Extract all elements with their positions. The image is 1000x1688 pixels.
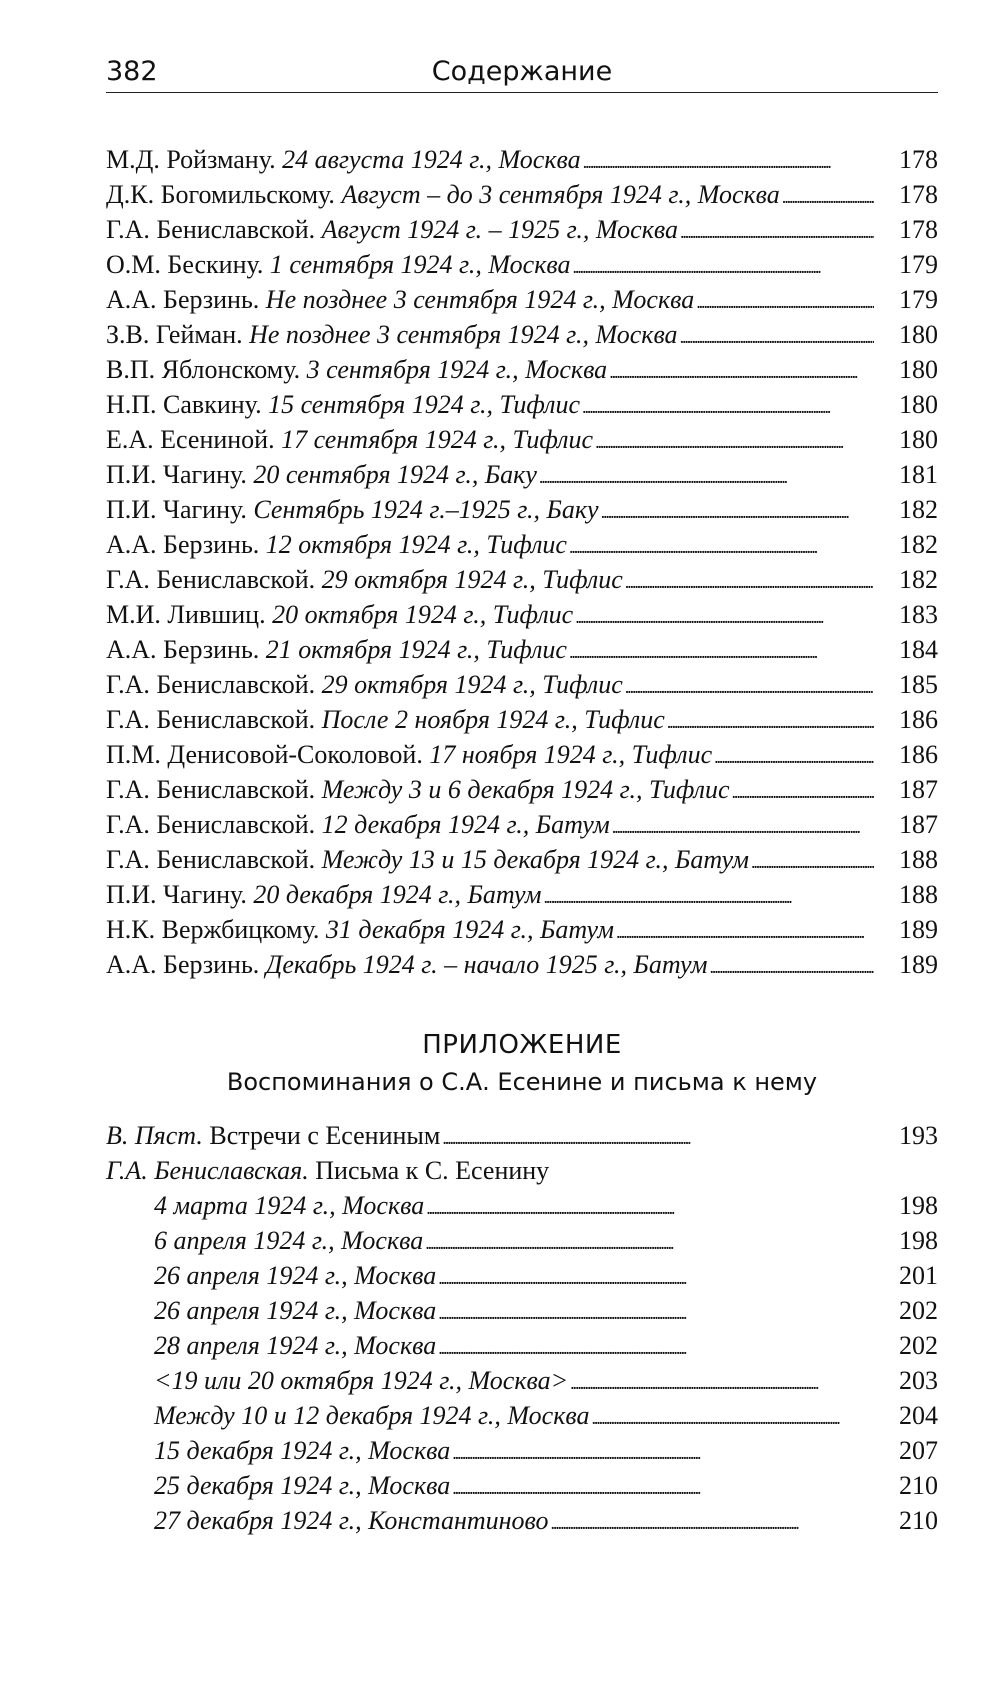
toc-subentry bbox=[106, 1468, 938, 1503]
entry-date-place: 12 октября 1924 г., Тифлис bbox=[265, 530, 567, 559]
entry-page: 184 bbox=[899, 635, 938, 664]
entry-date-place: 20 октября 1924 г., Тифлис bbox=[272, 600, 574, 629]
entry-date-place: 20 сентября 1924 г., Баку bbox=[253, 460, 537, 489]
entry-date-place: 3 сентября 1924 г., Москва bbox=[306, 355, 608, 384]
entry-date-place: Между 13 и 15 декабря 1924 г., Батум bbox=[321, 845, 749, 874]
toc-entry bbox=[106, 1118, 938, 1153]
entry-recipient: М.И. Лившиц. bbox=[106, 600, 266, 629]
page-header bbox=[106, 52, 938, 93]
entry-date-place: 29 октября 1924 г., Тифлис bbox=[321, 670, 623, 699]
leader-dots bbox=[438, 1293, 874, 1331]
entry-title: Письма к С. Есенину bbox=[315, 1156, 550, 1185]
entry-page: 198 bbox=[899, 1191, 938, 1220]
letters-list bbox=[106, 1188, 938, 1538]
entry-page: 180 bbox=[899, 425, 938, 454]
entry-date-place: 17 сентября 1924 г., Тифлис bbox=[281, 425, 594, 454]
entry-recipient: П.М. Денисовой-Соколовой. bbox=[106, 740, 423, 769]
leader-dots bbox=[732, 772, 874, 810]
toc-subentry bbox=[106, 1223, 938, 1258]
leader-dots bbox=[442, 1118, 874, 1156]
page-number: 382 bbox=[106, 56, 158, 87]
toc-letters-section bbox=[106, 142, 938, 982]
entry-date-place: Август – до 3 сентября 1924 г., Москва bbox=[341, 180, 780, 209]
leader-dots bbox=[583, 142, 874, 180]
toc-entry bbox=[106, 667, 938, 702]
entry-page: 207 bbox=[899, 1436, 938, 1465]
toc-entry bbox=[106, 702, 938, 737]
leader-dots bbox=[625, 562, 874, 600]
entry-recipient: Е.А. Есениной. bbox=[106, 425, 275, 454]
entry-title: Встречи с Есениным bbox=[209, 1121, 441, 1150]
entry-page: 189 bbox=[899, 950, 938, 979]
leader-dots bbox=[680, 212, 874, 250]
toc-entry bbox=[106, 772, 938, 807]
toc-entry bbox=[106, 527, 938, 562]
toc-subentry bbox=[106, 1328, 938, 1363]
entry-date-place: Между 3 и 6 декабря 1924 г., Тифлис bbox=[321, 775, 730, 804]
entry-page: 182 bbox=[899, 565, 938, 594]
entry-recipient: Г.А. Бениславской. bbox=[106, 215, 316, 244]
entry-page: 180 bbox=[899, 320, 938, 349]
toc-entry bbox=[106, 352, 938, 387]
leader-dots bbox=[709, 947, 874, 985]
entry-author: В. Пяст. bbox=[106, 1121, 203, 1150]
entry-date-place: 12 декабря 1924 г., Батум bbox=[321, 810, 610, 839]
entry-recipient: М.Д. Ройзману. bbox=[106, 145, 276, 174]
appendix-subheading: Воспоминания о С.А. Есенине и письма к нему bbox=[226, 1068, 818, 1096]
leader-dots bbox=[438, 1258, 874, 1296]
entry-recipient: Г.А. Бениславской. bbox=[106, 705, 316, 734]
entry-page: 186 bbox=[899, 740, 938, 769]
entry-page: 201 bbox=[899, 1261, 938, 1290]
toc-entry-group bbox=[106, 1153, 938, 1188]
entry-page: 188 bbox=[899, 845, 938, 874]
leader-dots bbox=[625, 667, 874, 705]
leader-dots bbox=[680, 317, 874, 355]
entry-date-place: 26 апреля 1924 г., Москва bbox=[154, 1261, 437, 1290]
entry-page: 193 bbox=[899, 1121, 938, 1150]
entry-recipient: Г.А. Бениславской. bbox=[106, 845, 316, 874]
entry-date-place: Не позднее 3 сентября 1924 г., Москва bbox=[265, 285, 695, 314]
toc-subentry bbox=[106, 1363, 938, 1398]
entry-page: 198 bbox=[899, 1226, 938, 1255]
entry-recipient: З.В. Гейман. bbox=[106, 320, 243, 349]
leader-dots bbox=[601, 492, 874, 530]
leader-dots bbox=[582, 387, 874, 425]
entry-date-place: Декабрь 1924 г. – начало 1925 г., Батум bbox=[265, 950, 708, 979]
appendix-heading-block bbox=[106, 1030, 938, 1096]
entry-page: 182 bbox=[899, 495, 938, 524]
entry-author: Г.А. Бениславская. bbox=[106, 1156, 309, 1185]
entry-recipient: А.А. Берзинь. bbox=[106, 530, 260, 559]
toc-entry bbox=[106, 212, 938, 247]
entry-recipient: Н.К. Вержбицкому. bbox=[106, 915, 320, 944]
entry-page: 181 bbox=[899, 460, 938, 489]
entry-date-place: 26 апреля 1924 г., Москва bbox=[154, 1296, 437, 1325]
toc-entry bbox=[106, 842, 938, 877]
entry-page: 185 bbox=[899, 670, 938, 699]
leader-dots bbox=[595, 422, 874, 460]
entry-recipient: В.П. Яблонскому. bbox=[106, 355, 301, 384]
entry-date-place: 24 августа 1924 г., Москва bbox=[282, 145, 581, 174]
leader-dots bbox=[751, 842, 874, 880]
toc-subentry bbox=[106, 1398, 938, 1433]
entry-page: 180 bbox=[899, 390, 938, 419]
toc-subentry bbox=[106, 1258, 938, 1293]
toc-subentry bbox=[106, 1188, 938, 1223]
leader-dots bbox=[426, 1188, 874, 1226]
entry-page: 178 bbox=[899, 215, 938, 244]
entry-page: 189 bbox=[899, 915, 938, 944]
entry-recipient: Г.А. Бениславской. bbox=[106, 565, 316, 594]
toc-entry bbox=[106, 947, 938, 982]
leader-dots bbox=[696, 282, 874, 320]
running-title: Содержание bbox=[431, 56, 613, 87]
entry-date-place: Август 1924 г. – 1925 г., Москва bbox=[321, 215, 678, 244]
toc-entry bbox=[106, 422, 938, 457]
entry-date-place: 1 сентября 1924 г., Москва bbox=[269, 250, 571, 279]
entry-page: 186 bbox=[899, 705, 938, 734]
entry-date-place: Не позднее 3 сентября 1924 г., Москва bbox=[249, 320, 678, 349]
entry-date-place: 31 декабря 1924 г., Батум bbox=[325, 915, 614, 944]
leader-dots bbox=[569, 527, 874, 565]
entry-recipient: Г.А. Бениславской. bbox=[106, 670, 316, 699]
entry-date-place: 17 ноября 1924 г., Тифлис bbox=[429, 740, 713, 769]
entry-page: 178 bbox=[899, 180, 938, 209]
toc-entry bbox=[106, 177, 938, 212]
toc-subentry bbox=[106, 1433, 938, 1468]
entry-recipient: Д.К. Богомильскому. bbox=[106, 180, 335, 209]
entry-recipient: О.М. Бескину. bbox=[106, 250, 264, 279]
entry-recipient: П.И. Чагину. bbox=[106, 495, 247, 524]
entry-recipient: Г.А. Бениславской. bbox=[106, 775, 316, 804]
leader-dots bbox=[570, 1363, 874, 1401]
leader-dots bbox=[591, 1398, 874, 1436]
entry-date-place: 4 марта 1924 г., Москва bbox=[154, 1191, 425, 1220]
entry-page: 187 bbox=[899, 810, 938, 839]
entry-page: 210 bbox=[899, 1471, 938, 1500]
entry-recipient: А.А. Берзинь. bbox=[106, 285, 260, 314]
entry-page: 203 bbox=[899, 1366, 938, 1395]
toc-entry bbox=[106, 877, 938, 912]
leader-dots bbox=[539, 457, 874, 495]
entry-page: 204 bbox=[899, 1401, 938, 1430]
toc-entry bbox=[106, 247, 938, 282]
leader-dots bbox=[782, 177, 874, 215]
leader-dots bbox=[452, 1433, 874, 1471]
toc-entry bbox=[106, 317, 938, 352]
toc-entry bbox=[106, 912, 938, 947]
leader-dots bbox=[609, 352, 874, 390]
entry-date-place: 20 декабря 1924 г., Батум bbox=[253, 880, 542, 909]
entry-recipient: П.И. Чагину. bbox=[106, 880, 247, 909]
entry-page: 179 bbox=[899, 285, 938, 314]
toc-entry bbox=[106, 807, 938, 842]
leader-dots bbox=[575, 597, 874, 635]
leader-dots bbox=[667, 702, 874, 740]
toc-entry bbox=[106, 632, 938, 667]
entry-date-place: Сентябрь 1924 г.–1925 г., Баку bbox=[253, 495, 599, 524]
toc-entry bbox=[106, 562, 938, 597]
toc-subentry bbox=[106, 1503, 938, 1538]
leader-dots bbox=[425, 1223, 874, 1261]
entry-page: 210 bbox=[899, 1506, 938, 1535]
entry-date-place: 15 сентября 1924 г., Тифлис bbox=[268, 390, 581, 419]
leader-dots bbox=[612, 807, 874, 845]
entry-date-place: 21 октября 1924 г., Тифлис bbox=[265, 635, 567, 664]
entry-date-place: 25 декабря 1924 г., Москва bbox=[154, 1471, 451, 1500]
entry-date-place: 27 декабря 1924 г., Константиново bbox=[154, 1506, 549, 1535]
entry-recipient: А.А. Берзинь. bbox=[106, 950, 260, 979]
entry-recipient: Н.П. Савкину. bbox=[106, 390, 262, 419]
entry-page: 202 bbox=[899, 1296, 938, 1325]
entry-page: 183 bbox=[899, 600, 938, 629]
toc-entry bbox=[106, 597, 938, 632]
leader-dots bbox=[616, 912, 874, 950]
entry-date-place: 15 декабря 1924 г., Москва bbox=[154, 1436, 451, 1465]
entry-date-place: Между 10 и 12 декабря 1924 г., Москва bbox=[154, 1401, 590, 1430]
entry-page: 180 bbox=[899, 355, 938, 384]
entry-page: 178 bbox=[899, 145, 938, 174]
entry-date-place: После 2 ноября 1924 г., Тифлис bbox=[321, 705, 665, 734]
toc-entry bbox=[106, 282, 938, 317]
entry-date-place: 6 апреля 1924 г., Москва bbox=[154, 1226, 424, 1255]
leader-dots bbox=[569, 632, 874, 670]
entry-page: 182 bbox=[899, 530, 938, 559]
toc-entry bbox=[106, 387, 938, 422]
entry-page: 187 bbox=[899, 775, 938, 804]
toc-entry bbox=[106, 457, 938, 492]
leader-dots bbox=[544, 877, 875, 915]
entry-recipient: А.А. Берзинь. bbox=[106, 635, 260, 664]
entry-recipient: П.И. Чагину. bbox=[106, 460, 247, 489]
toc-subentry bbox=[106, 1293, 938, 1328]
leader-dots bbox=[452, 1468, 874, 1506]
entry-page: 188 bbox=[899, 880, 938, 909]
entry-page: 202 bbox=[899, 1331, 938, 1360]
leader-dots bbox=[550, 1503, 874, 1541]
leader-dots bbox=[438, 1328, 874, 1366]
entry-date-place: 29 октября 1924 г., Тифлис bbox=[321, 565, 623, 594]
leader-dots bbox=[714, 737, 874, 775]
entry-page: 179 bbox=[899, 250, 938, 279]
toc-entry bbox=[106, 142, 938, 177]
entry-date-place: <19 или 20 октября 1924 г., Москва> bbox=[154, 1366, 569, 1395]
leader-dots bbox=[572, 247, 874, 285]
entry-recipient: Г.А. Бениславской. bbox=[106, 810, 316, 839]
appendix-heading: ПРИЛОЖЕНИЕ bbox=[422, 1030, 622, 1060]
toc-entry bbox=[106, 492, 938, 527]
toc-entry bbox=[106, 737, 938, 772]
entry-date-place: 28 апреля 1924 г., Москва bbox=[154, 1331, 437, 1360]
toc-appendix-section bbox=[106, 1118, 938, 1538]
